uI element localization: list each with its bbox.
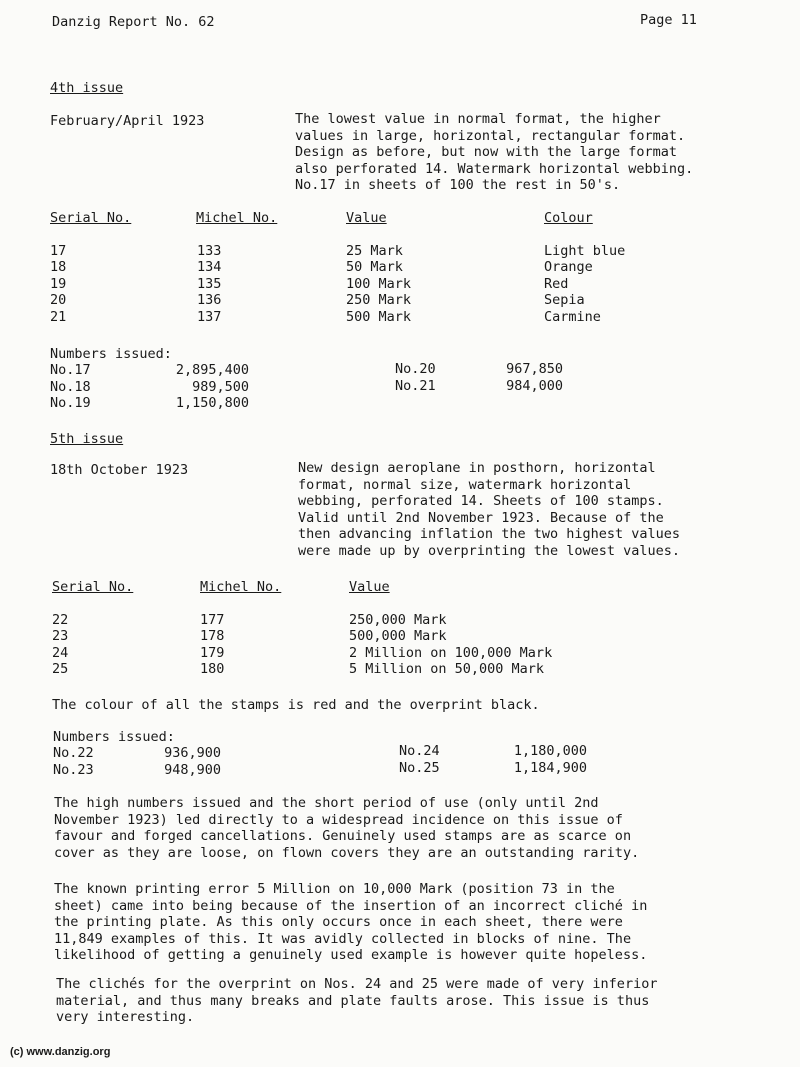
text-line: then advancing inflation the two highest values (298, 526, 681, 542)
numbers-row (50, 395, 310, 412)
cell-value: 100 Mark (346, 275, 412, 292)
cell-serial: 18 (50, 259, 67, 275)
table-row (50, 292, 750, 309)
text-line: New design aeroplane in posthorn, horizontal (298, 460, 656, 476)
text-line: The clichés for the overprint on Nos. 24 and 25 were made of very inferior (56, 976, 658, 992)
text-line: cover as they are loose, on flown covers they are an outstanding rarity. (54, 844, 640, 861)
text-line: material, and thus many breaks and plate faults arose. This issue is thus (56, 992, 650, 1009)
cell-michel: 134 (197, 259, 222, 275)
cell-colour: Sepia (544, 292, 585, 308)
text-line: The lowest value in normal format, the higher (295, 111, 661, 127)
issue4-numbers-right (395, 361, 655, 394)
issue4-heading: 4th issue (50, 80, 124, 96)
table-row (52, 661, 752, 678)
number-label: No.23 (53, 761, 94, 778)
text-line: The known printing error 5 Million on 10,000 Mark (position 73 in the (54, 881, 615, 897)
numbers-row (395, 361, 655, 378)
numbers-row (50, 379, 310, 396)
cell-colour: Light blue (544, 242, 626, 259)
cell-serial: 20 (50, 292, 67, 308)
issue4-table-header (50, 210, 750, 227)
cell-value: 250 Mark (346, 292, 412, 308)
text-line: values in large, horizontal, rectangular format. (295, 127, 686, 144)
number-label: No.21 (395, 377, 436, 394)
issue5-table (52, 579, 752, 678)
cell-michel: 179 (200, 644, 225, 661)
cell-value: 500,000 Mark (349, 628, 447, 644)
text-line: were made up by overprinting the lowest values. (298, 542, 681, 559)
footer-copyright: (c) www.danzig.org (10, 1046, 111, 1058)
number-quantity: 2,895,400 (175, 362, 249, 378)
number-label: No.18 (50, 378, 91, 395)
col-michel: Michel No. (196, 210, 278, 226)
report-title: Danzig Report No. 62 (52, 14, 215, 30)
issue5-date: 18th October 1923 (50, 462, 189, 478)
text-line: sheet) came into being because of the insertion of an incorrect cliché in (54, 897, 648, 914)
number-quantity: 1,184,900 (513, 759, 587, 776)
number-label: No.19 (50, 395, 91, 411)
col-serial: Serial No. (50, 210, 132, 226)
cell-michel: 135 (197, 275, 222, 292)
cell-value: 25 Mark (346, 242, 403, 259)
cell-serial: 24 (52, 644, 69, 661)
cell-serial: 23 (52, 628, 69, 644)
issue4-numbers-label: Numbers issued: (50, 346, 172, 362)
page-number: Page 11 (640, 12, 697, 28)
issue5-colour-note: The colour of all the stamps is red and the overprint black. (52, 697, 540, 713)
numbers-row (50, 362, 310, 379)
table-row (52, 628, 752, 645)
text-line: 11,849 examples of this. It was avidly collected in blocks of nine. The (54, 930, 632, 947)
number-label: No.25 (399, 759, 440, 776)
numbers-row (399, 760, 659, 777)
cell-serial: 22 (52, 611, 69, 628)
issue4-numbers-left (50, 362, 310, 412)
col-value: Value (346, 210, 387, 226)
text-line: likelihood of getting a genuinely used example is however quite hopeless. (54, 947, 648, 963)
table-row (50, 243, 750, 260)
text-line: favour and forged cancellations. Genuinely used stamps are as scarce on (54, 828, 632, 844)
number-quantity: 1,180,000 (513, 743, 587, 759)
number-quantity: 989,500 (192, 378, 249, 395)
cell-michel: 133 (197, 242, 222, 259)
col-value: Value (349, 579, 390, 595)
number-label: No.24 (399, 743, 440, 759)
number-label: No.22 (53, 745, 94, 761)
text-line: Valid until 2nd November 1923. Because of the (298, 509, 664, 526)
text-line: The high numbers issued and the short period of use (only until 2nd (54, 795, 599, 811)
cell-value: 500 Mark (346, 308, 412, 325)
issue5-table-header (52, 579, 752, 596)
cell-value: 50 Mark (346, 259, 403, 275)
col-michel: Michel No. (200, 579, 282, 595)
number-quantity: 967,850 (506, 361, 563, 377)
paragraph-cliches (56, 976, 796, 1026)
issue5-numbers-left (53, 745, 313, 778)
issue5-numbers-right (399, 743, 659, 776)
cell-serial: 17 (50, 242, 67, 259)
text-line: Design as before, but now with the large format (295, 144, 678, 160)
cell-michel: 177 (200, 611, 225, 628)
paragraph-printing-error (54, 881, 794, 964)
table-row (50, 276, 750, 293)
text-line: the printing plate. As this only occurs once in each sheet, there were (54, 914, 623, 930)
issue4-table (50, 210, 750, 325)
issue5-numbers-label: Numbers issued: (53, 729, 175, 745)
number-label: No.17 (50, 362, 91, 378)
cell-serial: 25 (52, 661, 69, 677)
numbers-row (53, 762, 313, 779)
paragraph-use-period (54, 795, 774, 861)
text-line: very interesting. (56, 1009, 195, 1025)
number-quantity: 948,900 (164, 761, 221, 778)
text-line: webbing, perforated 14. Sheets of 100 stamps. (298, 493, 664, 509)
cell-value: 2 Million on 100,000 Mark (349, 644, 553, 661)
numbers-row (395, 378, 655, 395)
cell-value: 250,000 Mark (349, 611, 447, 628)
cell-michel: 136 (197, 292, 222, 308)
text-line: also perforated 14. Watermark horizontal webbing. (295, 160, 694, 177)
table-row (52, 645, 752, 662)
number-quantity: 936,900 (164, 745, 221, 761)
cell-colour: Red (544, 275, 569, 292)
number-quantity: 984,000 (506, 377, 563, 394)
col-colour: Colour (544, 210, 593, 226)
issue4-date: February/April 1923 (50, 113, 205, 129)
issue4-description (295, 111, 785, 194)
number-quantity: 1,150,800 (175, 395, 249, 411)
table-row (50, 259, 750, 276)
cell-michel: 137 (197, 308, 222, 325)
issue5-heading: 5th issue (50, 431, 124, 447)
table-row (50, 309, 750, 326)
cell-colour: Carmine (544, 308, 601, 325)
cell-michel: 178 (200, 628, 225, 644)
number-label: No.20 (395, 361, 436, 377)
cell-serial: 21 (50, 308, 67, 325)
text-line: No.17 in sheets of 100 the rest in 50's. (295, 177, 621, 193)
numbers-row (399, 743, 659, 760)
col-serial: Serial No. (52, 579, 134, 595)
text-line: format, normal size, watermark horizontal (298, 476, 632, 493)
table-row (52, 612, 752, 629)
text-line: November 1923) led directly to a widespread incidence on this issue of (54, 811, 623, 828)
cell-serial: 19 (50, 275, 67, 292)
issue5-description (298, 460, 778, 559)
cell-colour: Orange (544, 259, 593, 275)
cell-value: 5 Million on 50,000 Mark (349, 661, 545, 677)
cell-michel: 180 (200, 661, 225, 677)
numbers-row (53, 745, 313, 762)
